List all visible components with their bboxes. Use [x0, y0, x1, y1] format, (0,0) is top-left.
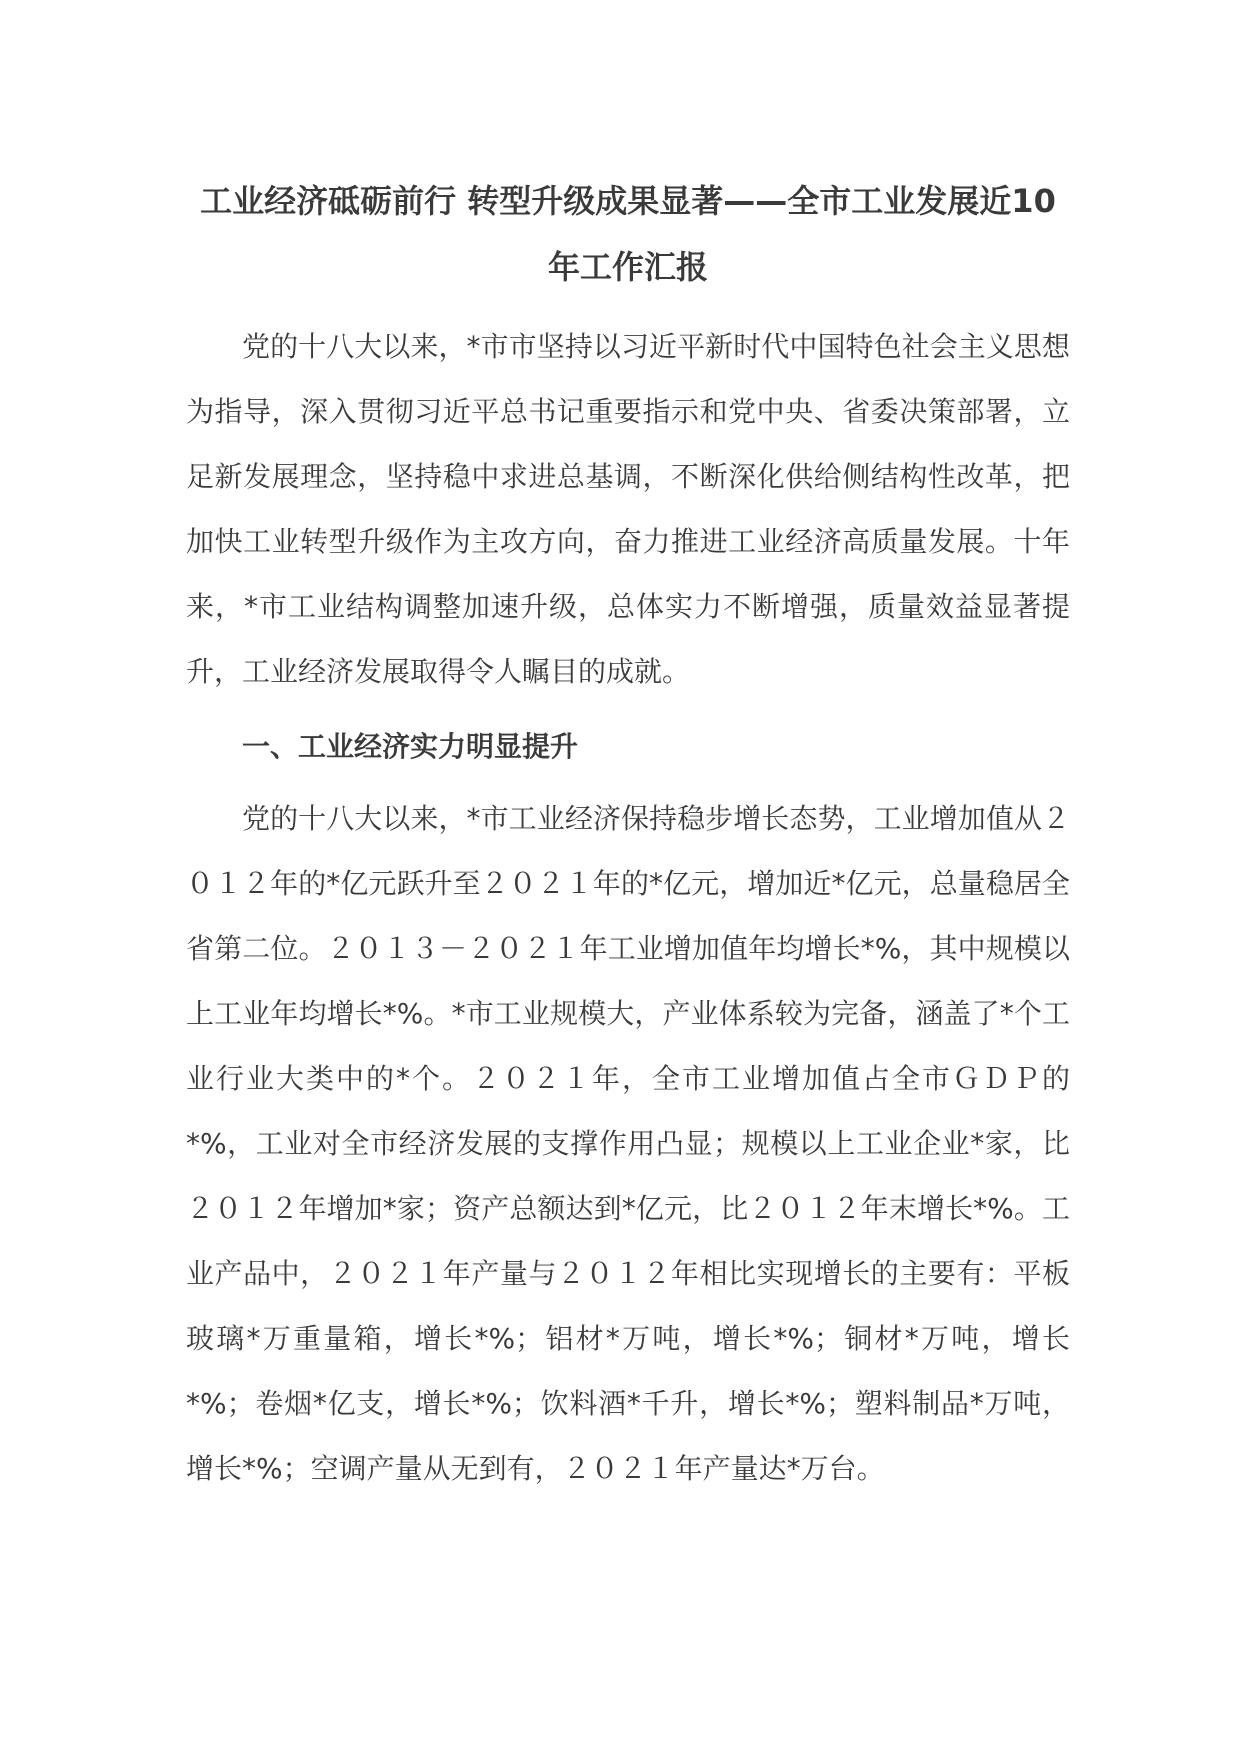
section-heading: 一、工业经济实力明显提升 — [242, 730, 579, 763]
section-paragraph: 党的十八大以来，*市工业经济保持稳步增长态势，工业增加值从２０１２年的*亿元跃升至２０２１年的*亿元，增加近*亿元，总量稳居全省第二位。２０１３－２０２１年工业增加值年均增长*%，其中规模以上工业年均增长*%。*市工业规模大，产业体系较为完备，涵盖了*个工业行业大类中的*个。２０２１年，全市工业增加值占全市ＧＤＰ的*%，工业对全市经济发展的支撑作用凸显；规模以上工业企业*家，比２０１２年增加*家；资产总额达到*亿元，比２０１２年末增长*%。工业产品中，２０２１年产量与２０１２年相比实现增长的主要有：平板玻璃*万重量箱，增长*%；铝材*万吨，增长*%；铜材*万吨，增长*%；卷烟*亿支，增长*%；饮料酒*千升，增长*%；塑料制品*万吨，增长*%；空调产量从无到有，２０２１年产量达*万台。 — [186, 802, 1070, 1485]
intro-paragraph: 党的十八大以来，*市市坚持以习近平新时代中国特色社会主义思想为指导，深入贯彻习近平总书记重要指示和党中央、省委决策部署，立足新发展理念，坚持稳中求进总基调，不断深化供给侧结构性改革，把加快工业转型升级作为主攻方向，奋力推进工业经济高质量发展。十年来，*市工业结构调整加速升级，总体实力不断增强，质量效益显著提升，工业经济发展取得令人瞩目的成就。 — [186, 330, 1070, 688]
document-body — [186, 168, 1070, 1501]
document-title: 工业经济砥砺前行 转型升级成果显著——全市工业发展近10年工作汇报 — [200, 182, 1056, 286]
